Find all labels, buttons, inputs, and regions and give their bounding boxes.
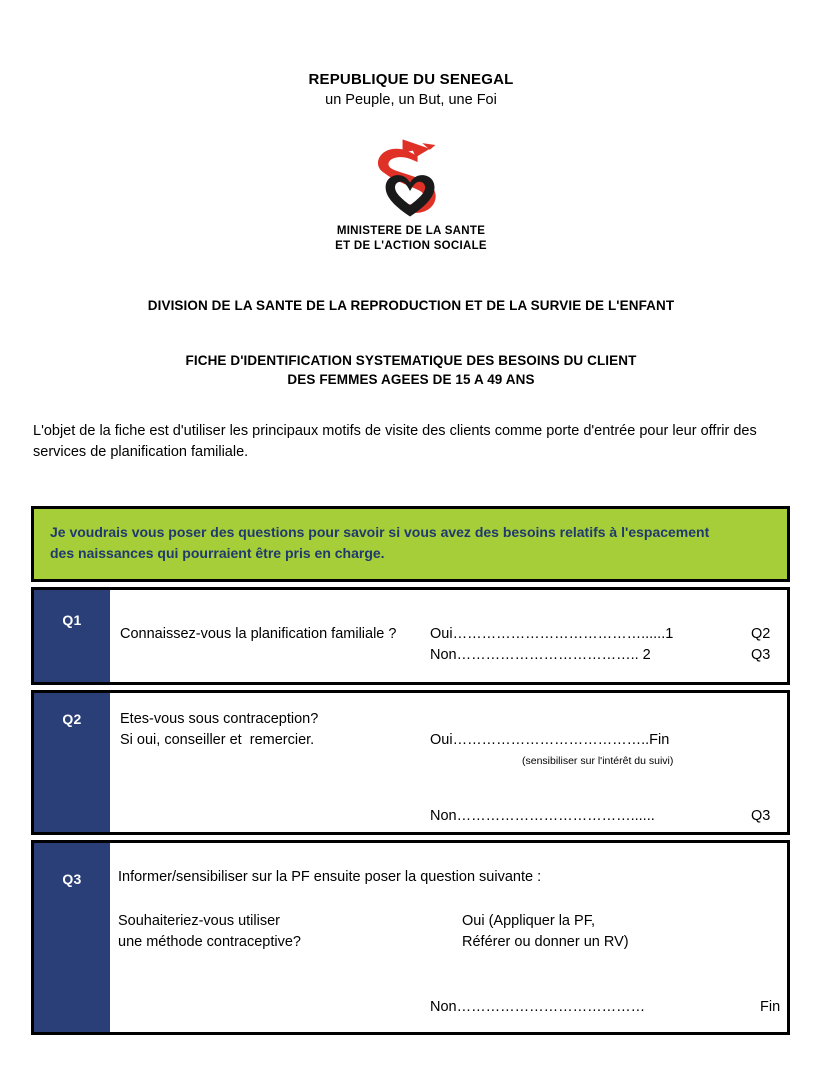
question-body <box>110 590 787 682</box>
question-code-cell <box>34 843 110 1032</box>
question-prompt-line2: Si oui, conseiller et remercier. <box>120 732 315 748</box>
answer-yes[interactable]: Oui…………………………………..Fin <box>430 732 670 748</box>
question-code: Q2 <box>62 711 82 727</box>
ministry-of-health-logo-icon <box>363 130 459 224</box>
question-prompt: Connaissez-vous la planification familiale ? <box>120 626 397 642</box>
intro-paragraph: L'objet de la fiche est d'utiliser les principaux motifs de visite des clients comme porte d'entrée pour leur offrir des services de planification familiale. <box>33 423 757 460</box>
answer-yes-line2[interactable]: Référer ou donner un RV) <box>462 934 629 950</box>
table-row[interactable] <box>31 587 790 685</box>
answer-yes-note: (sensibiliser sur l'intérêt du suivi) <box>522 755 674 767</box>
division-title: DIVISION DE LA SANTE DE LA REPRODUCTION ET DE LA SURVIE DE L'ENFANT <box>147 298 675 313</box>
fiche-title-line1: FICHE D'IDENTIFICATION SYSTEMATIQUE DES BESOINS DU CLIENT <box>185 353 637 368</box>
question-instruction: Informer/sensibiliser sur la PF ensuite poser la question suivante : <box>118 869 542 885</box>
answer-no[interactable]: Non………………………………...... <box>430 808 655 824</box>
question-prompt-line1: Etes-vous sous contraception? <box>120 711 319 727</box>
answer-no-skip-code: Fin <box>760 999 781 1015</box>
question-prompt-line1: Souhaiteriez-vous utiliser <box>118 913 280 929</box>
answer-yes-line1[interactable]: Oui (Appliquer la PF, <box>462 913 595 929</box>
logo-container <box>0 130 822 229</box>
answer-yes-skip-code: Q2 <box>751 626 771 642</box>
table-banner <box>31 506 790 582</box>
question-body <box>110 693 787 832</box>
table-row[interactable] <box>31 690 790 835</box>
answer-yes[interactable]: Oui…………………………………......1 <box>430 626 674 642</box>
table-row[interactable] <box>31 840 790 1035</box>
country-title: REPUBLIQUE DU SENEGAL <box>308 71 514 88</box>
ministry-caption <box>0 224 822 253</box>
table-banner-line2: des naissances qui pourraient être pris en charge. <box>50 545 385 561</box>
answer-no[interactable]: Non………………………………… <box>430 999 646 1015</box>
question-code: Q3 <box>62 871 82 887</box>
table-banner-line1: Je voudrais vous poser des questions pour savoir si vous avez des besoins relatifs à l'espacement <box>50 524 710 540</box>
fiche-title-line2: DES FEMMES AGEES DE 15 A 49 ANS <box>287 372 535 387</box>
question-code: Q1 <box>62 612 82 628</box>
country-motto: un Peuple, un But, une Foi <box>325 92 497 108</box>
question-code-cell <box>34 590 110 682</box>
question-code-cell <box>34 693 110 832</box>
ministry-caption-line1: MINISTERE DE LA SANTE <box>336 225 486 237</box>
answer-no[interactable]: Non……………………………….. 2 <box>430 647 651 663</box>
question-body <box>110 843 787 1032</box>
masthead <box>0 70 822 110</box>
questionnaire-table <box>31 506 790 1035</box>
answer-no-skip-code: Q3 <box>751 808 771 824</box>
answer-no-skip-code: Q3 <box>751 647 771 663</box>
ministry-caption-line2: ET DE L'ACTION SOCIALE <box>335 239 487 252</box>
fiche-title <box>0 351 822 389</box>
question-prompt-line2: une méthode contraceptive? <box>118 934 301 950</box>
